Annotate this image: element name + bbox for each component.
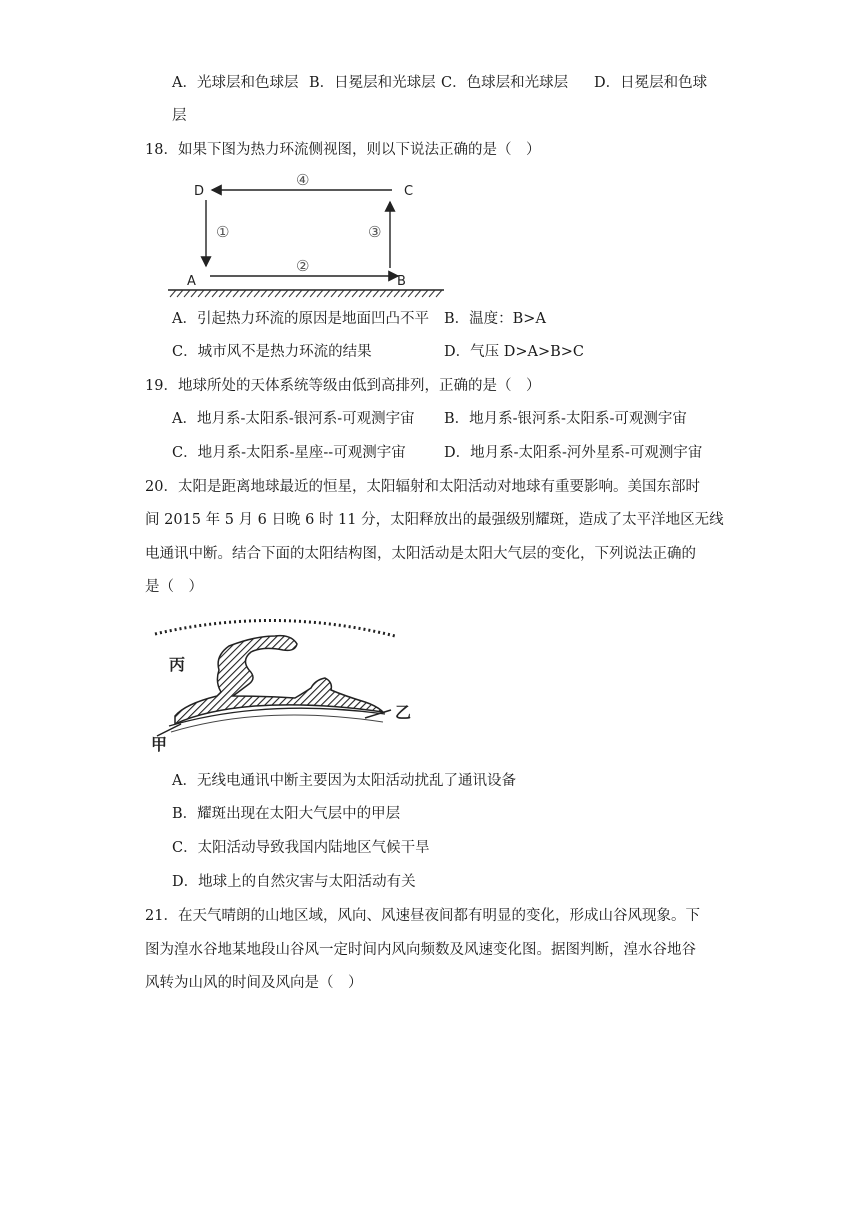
q21-line-3: 风转为山风的时间及风向是（ ） — [145, 975, 363, 991]
q17-option-a: A．光球层和色球层 — [172, 75, 299, 91]
thermal-circulation-diagram — [160, 168, 460, 300]
q17-option-d-wrap: 层 — [172, 108, 187, 124]
q18-option-c: C．城市风不是热力环流的结果 — [172, 344, 372, 360]
label-jia: 甲 — [151, 735, 168, 754]
q18-option-b: B．温度：B>A — [444, 311, 546, 327]
q18-stem: 18．如果下图为热力环流侧视图，则以下说法正确的是（ ） — [145, 142, 541, 158]
path-label-1: ① — [216, 223, 230, 241]
sun-structure-diagram — [145, 612, 425, 756]
label-bing: 丙 — [169, 655, 186, 674]
ground-hatching — [170, 290, 442, 297]
q20-option-b: B．耀斑出现在太阳大气层中的甲层 — [172, 806, 401, 822]
path-label-4: ④ — [296, 171, 310, 189]
path-label-3: ③ — [368, 223, 382, 241]
q17-option-b: B．日冕层和光球层 — [309, 75, 436, 91]
q19-option-b: B．地月系-银河系-太阳系-可观测宇宙 — [444, 411, 687, 427]
q19-stem: 19．地球所处的天体系统等级由低到高排列，正确的是（ ） — [145, 378, 541, 394]
q20-line-3: 电通讯中断。结合下面的太阳结构图，太阳活动是太阳大气层的变化，下列说法正确的 — [145, 546, 696, 562]
q19-option-c: C．地月系-太阳系-星座--可观测宇宙 — [172, 445, 406, 461]
q17-option-d: D．日冕层和色球 — [594, 75, 708, 91]
q21-line-2: 图为湟水谷地某地段山谷风一定时间内风向频数及风速变化图。据图判断，湟水谷地谷 — [145, 942, 696, 958]
label-d: D — [194, 184, 205, 199]
label-yi: 乙 — [395, 703, 412, 722]
label-a: A — [187, 274, 196, 289]
q19-option-a: A．地月系-太阳系-银河系-可观测宇宙 — [172, 411, 415, 427]
path-label-2: ② — [296, 257, 310, 275]
label-b: B — [397, 274, 406, 289]
corona-dotted-arc — [155, 620, 395, 636]
q20-line-1: 20．太阳是距离地球最近的恒星，太阳辐射和太阳活动对地球有重要影响。美国东部时 — [145, 479, 700, 495]
q17-option-c: C．色球层和光球层 — [441, 75, 569, 91]
q20-line-2: 间 2015 年 5 月 6 日晚 6 时 11 分，太阳释放出的最强级别耀斑，造成了太平洋地区无线 — [145, 512, 724, 528]
q19-option-d: D．地月系-太阳系-河外星系-可观测宇宙 — [444, 445, 703, 461]
q18-option-a: A．引起热力环流的原因是地面凹凸不平 — [172, 311, 429, 327]
q20-option-c: C．太阳活动导致我国内陆地区气候干旱 — [172, 840, 430, 856]
label-c: C — [404, 184, 414, 199]
q20-line-4: 是（ ） — [145, 579, 203, 595]
q18-option-d: D．气压 D>A>B>C — [444, 344, 585, 360]
q20-option-a: A．无线电通讯中断主要因为太阳活动扰乱了通讯设备 — [172, 773, 516, 789]
q20-option-d: D．地球上的自然灾害与太阳活动有关 — [172, 874, 416, 890]
q21-line-1: 21．在天气晴朗的山地区域，风向、风速昼夜间都有明显的变化，形成山谷风现象。下 — [145, 908, 700, 924]
